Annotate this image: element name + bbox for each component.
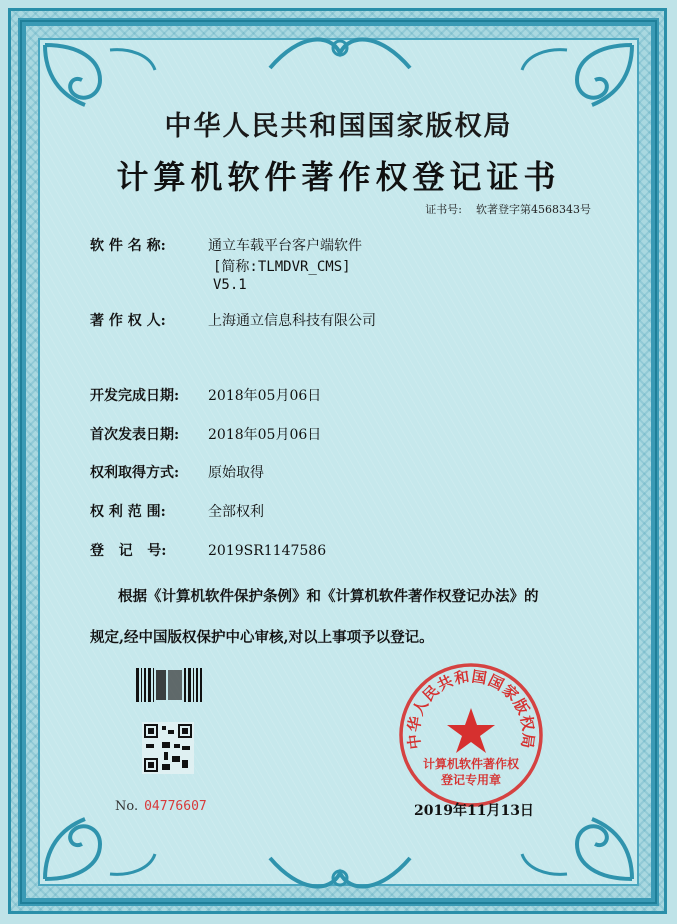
field-software-name <box>90 235 362 255</box>
scope-value: 全部权利 <box>208 504 264 520</box>
seal-line-2: 登记专用章 <box>440 773 501 787</box>
pub-date-label: 首次发表日期: <box>90 427 180 443</box>
seal-inner-text <box>398 756 544 788</box>
bottom-center-ornament <box>260 852 420 898</box>
field-reg-no <box>90 540 326 560</box>
dev-date-value: 2018年05月06日 <box>208 388 322 404</box>
certificate-number-label: 证书号: <box>425 203 462 216</box>
dev-date-label: 开发完成日期: <box>90 388 180 404</box>
software-version: V5.1 <box>213 277 247 293</box>
serial-number <box>115 799 207 814</box>
serial-value: 04776607 <box>144 799 207 814</box>
acquire-label: 权利取得方式: <box>90 465 180 481</box>
qr-code <box>142 722 194 774</box>
barcode <box>136 668 202 702</box>
acquire-value: 原始取得 <box>208 465 264 481</box>
pub-date-value: 2018年05月06日 <box>208 427 322 443</box>
seal-line-1: 计算机软件著作权 <box>422 757 519 771</box>
scope-label: 权 利 范 围: <box>90 504 166 520</box>
top-center-ornament <box>260 28 420 74</box>
reg-no-value: 2019SR1147586 <box>208 543 327 559</box>
owner-label: 著 作 权 人: <box>90 313 166 329</box>
software-short-name: [简称:TLMDVR_CMS] <box>213 259 351 275</box>
corner-ornament-bottom-left <box>40 814 160 884</box>
issue-date: 2019年11月13日 <box>414 803 534 819</box>
field-acquire-method <box>90 462 264 482</box>
field-owner <box>90 310 376 330</box>
owner-value: 上海通立信息科技有限公司 <box>208 313 376 329</box>
certificate-number <box>425 201 591 217</box>
corner-ornament-top-right <box>517 40 637 110</box>
statement-line-1: 根据《计算机软件保护条例》和《计算机软件著作权登记办法》的 <box>118 588 539 605</box>
field-scope <box>90 501 264 521</box>
serial-label: No. <box>115 799 139 814</box>
field-pub-date <box>90 424 321 444</box>
certificate-title: 计算机软件著作权登记证书 <box>116 158 561 196</box>
corner-ornament-top-left <box>40 40 160 110</box>
certificate-number-value: 软著登字第4568343号 <box>476 203 591 216</box>
reg-no-label: 登 记 号: <box>90 543 167 559</box>
software-name-value: 通立车载平台客户端软件 <box>208 238 362 254</box>
statement-line-2: 规定,经中国版权保护中心审核,对以上事项予以登记。 <box>90 629 434 646</box>
software-name-label: 软 件 名 称: <box>90 238 166 254</box>
issuing-authority: 中华人民共和国国家版权局 <box>164 111 513 142</box>
corner-ornament-bottom-right <box>517 814 637 884</box>
field-dev-date <box>90 385 321 405</box>
seal-ring-text: 中华人民共和国国家版权局 <box>404 667 538 751</box>
